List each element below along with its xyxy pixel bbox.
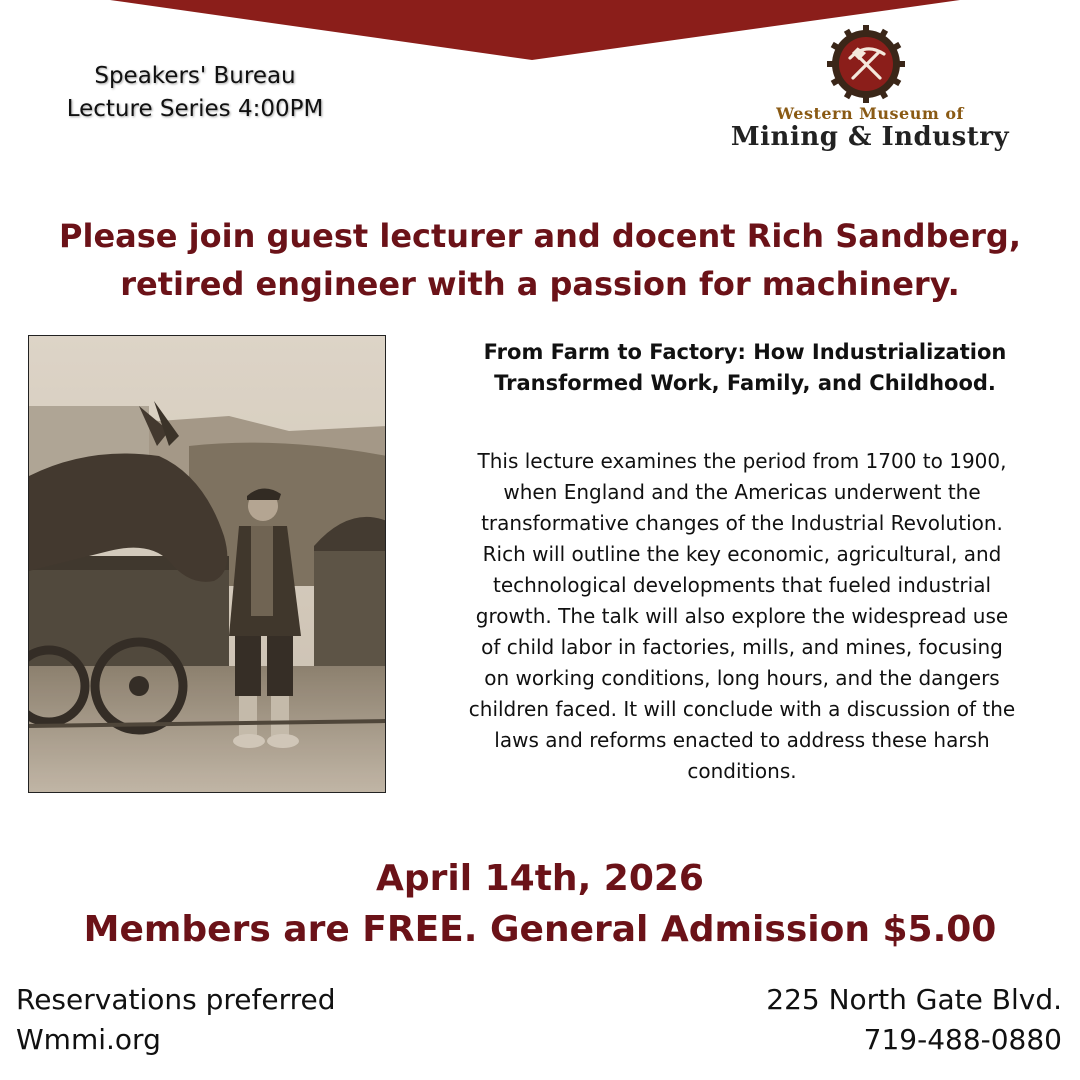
lecture-description	[424, 446, 1060, 787]
address: 225 North Gate Blvd.	[766, 983, 1062, 1016]
series-line-2: Lecture Series 4:00PM	[66, 96, 324, 122]
headline-line-2: retired engineer with a passion for machinery.	[120, 265, 960, 303]
description-line: transformative changes of the Industrial Revolution.	[481, 511, 1003, 535]
description-line: children faced. It will conclude with a discussion of the	[468, 697, 1016, 721]
top-banner	[0, 0, 1080, 62]
headline-line-1: Please join guest lecturer and docent Rich Sandberg,	[59, 217, 1021, 255]
headline	[40, 212, 1040, 308]
series-line-1: Speakers' Bureau	[94, 63, 296, 89]
description-line: of child labor in factories, mills, and mines, focusing	[481, 635, 1003, 659]
website-link[interactable]: Wmmi.org	[16, 1023, 161, 1056]
photo-illustration	[29, 336, 386, 793]
museum-name-line-1: Western Museum of	[776, 104, 964, 123]
pick-and-shovel-gear-icon	[826, 24, 906, 104]
description-line: on working conditions, long hours, and the dangers	[484, 666, 1000, 690]
lecture-title	[430, 337, 1060, 399]
description-line: Rich will outline the key economic, agricultural, and	[482, 542, 1002, 566]
lecture-title-line-2: Transformed Work, Family, and Childhood.	[494, 371, 996, 395]
description-line: conditions.	[687, 759, 797, 783]
reservations-note: Reservations preferred	[16, 983, 336, 1016]
lecture-title-line-1: From Farm to Factory: How Industrialization	[483, 340, 1007, 364]
admission-info: Members are FREE. General Admission $5.00	[83, 909, 997, 950]
description-line: technological developments that fueled industrial	[492, 573, 992, 597]
footer-right	[620, 980, 1062, 1060]
description-line: laws and reforms enacted to address these harsh	[494, 728, 990, 752]
museum-name-line-2: Mining & Industry	[730, 122, 1010, 152]
event-date: April 14th, 2026	[376, 858, 704, 899]
historical-photo	[28, 335, 386, 793]
description-line: This lecture examines the period from 1700 to 1900,	[477, 449, 1007, 473]
phone-number[interactable]: 719-488-0880	[863, 1023, 1062, 1056]
footer-left	[16, 980, 416, 1060]
description-line: when England and the Americas underwent the	[503, 480, 981, 504]
description-line: growth. The talk will also explore the widespread use	[475, 604, 1009, 628]
series-header	[40, 60, 350, 126]
